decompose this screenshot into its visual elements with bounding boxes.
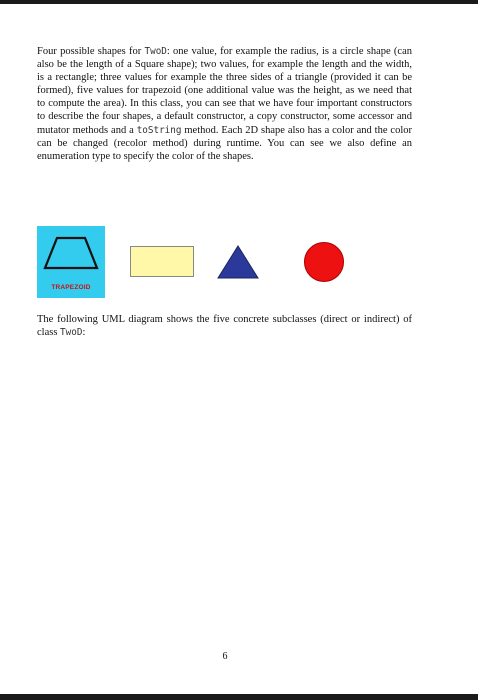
uml-class-name-code: TwoD [60, 327, 83, 339]
uml-text-part-1: The following UML diagram shows the five concrete subclasses (direct or indirect) of class [37, 314, 412, 339]
trapezoid-label: TRAPEZOID [51, 284, 91, 291]
uml-intro-paragraph [37, 313, 412, 339]
bottom-border [0, 694, 478, 700]
shapes-figure [0, 226, 478, 301]
intro-text-part-3: method. Each 2D shape also has a color and the color can be changed (recolor method) during runtime. You can see we also define an enumeration type to specify the color of the shapes. [37, 124, 412, 162]
intro-text-part-2: : one value, for example the radius, is a circle shape (can also be the length of a Square shape); two values, for example the length and the width, is a rectangle; three values for example the three sides of a triangle (provided it can be formed), five values for trapezoid (one additional value was the height, as we need that to compute the area). In this class, you can see that we have four important constructors to describe the four shapes, a default constructor, a copy constructor, some accessor and mutator methods and a [37, 46, 412, 136]
uml-text-part-2: : [82, 327, 86, 339]
circle-shape [304, 242, 344, 282]
trapezoid-illustration [37, 226, 105, 298]
tostring-code: toString [136, 124, 182, 136]
triangle-shape [216, 244, 260, 280]
rectangle-shape [130, 246, 194, 277]
class-name-code: TwoD [144, 46, 167, 57]
page-number: 6 [222, 651, 228, 662]
intro-text-part-1: Four possible shapes for [37, 46, 145, 57]
intro-paragraph [37, 45, 412, 163]
